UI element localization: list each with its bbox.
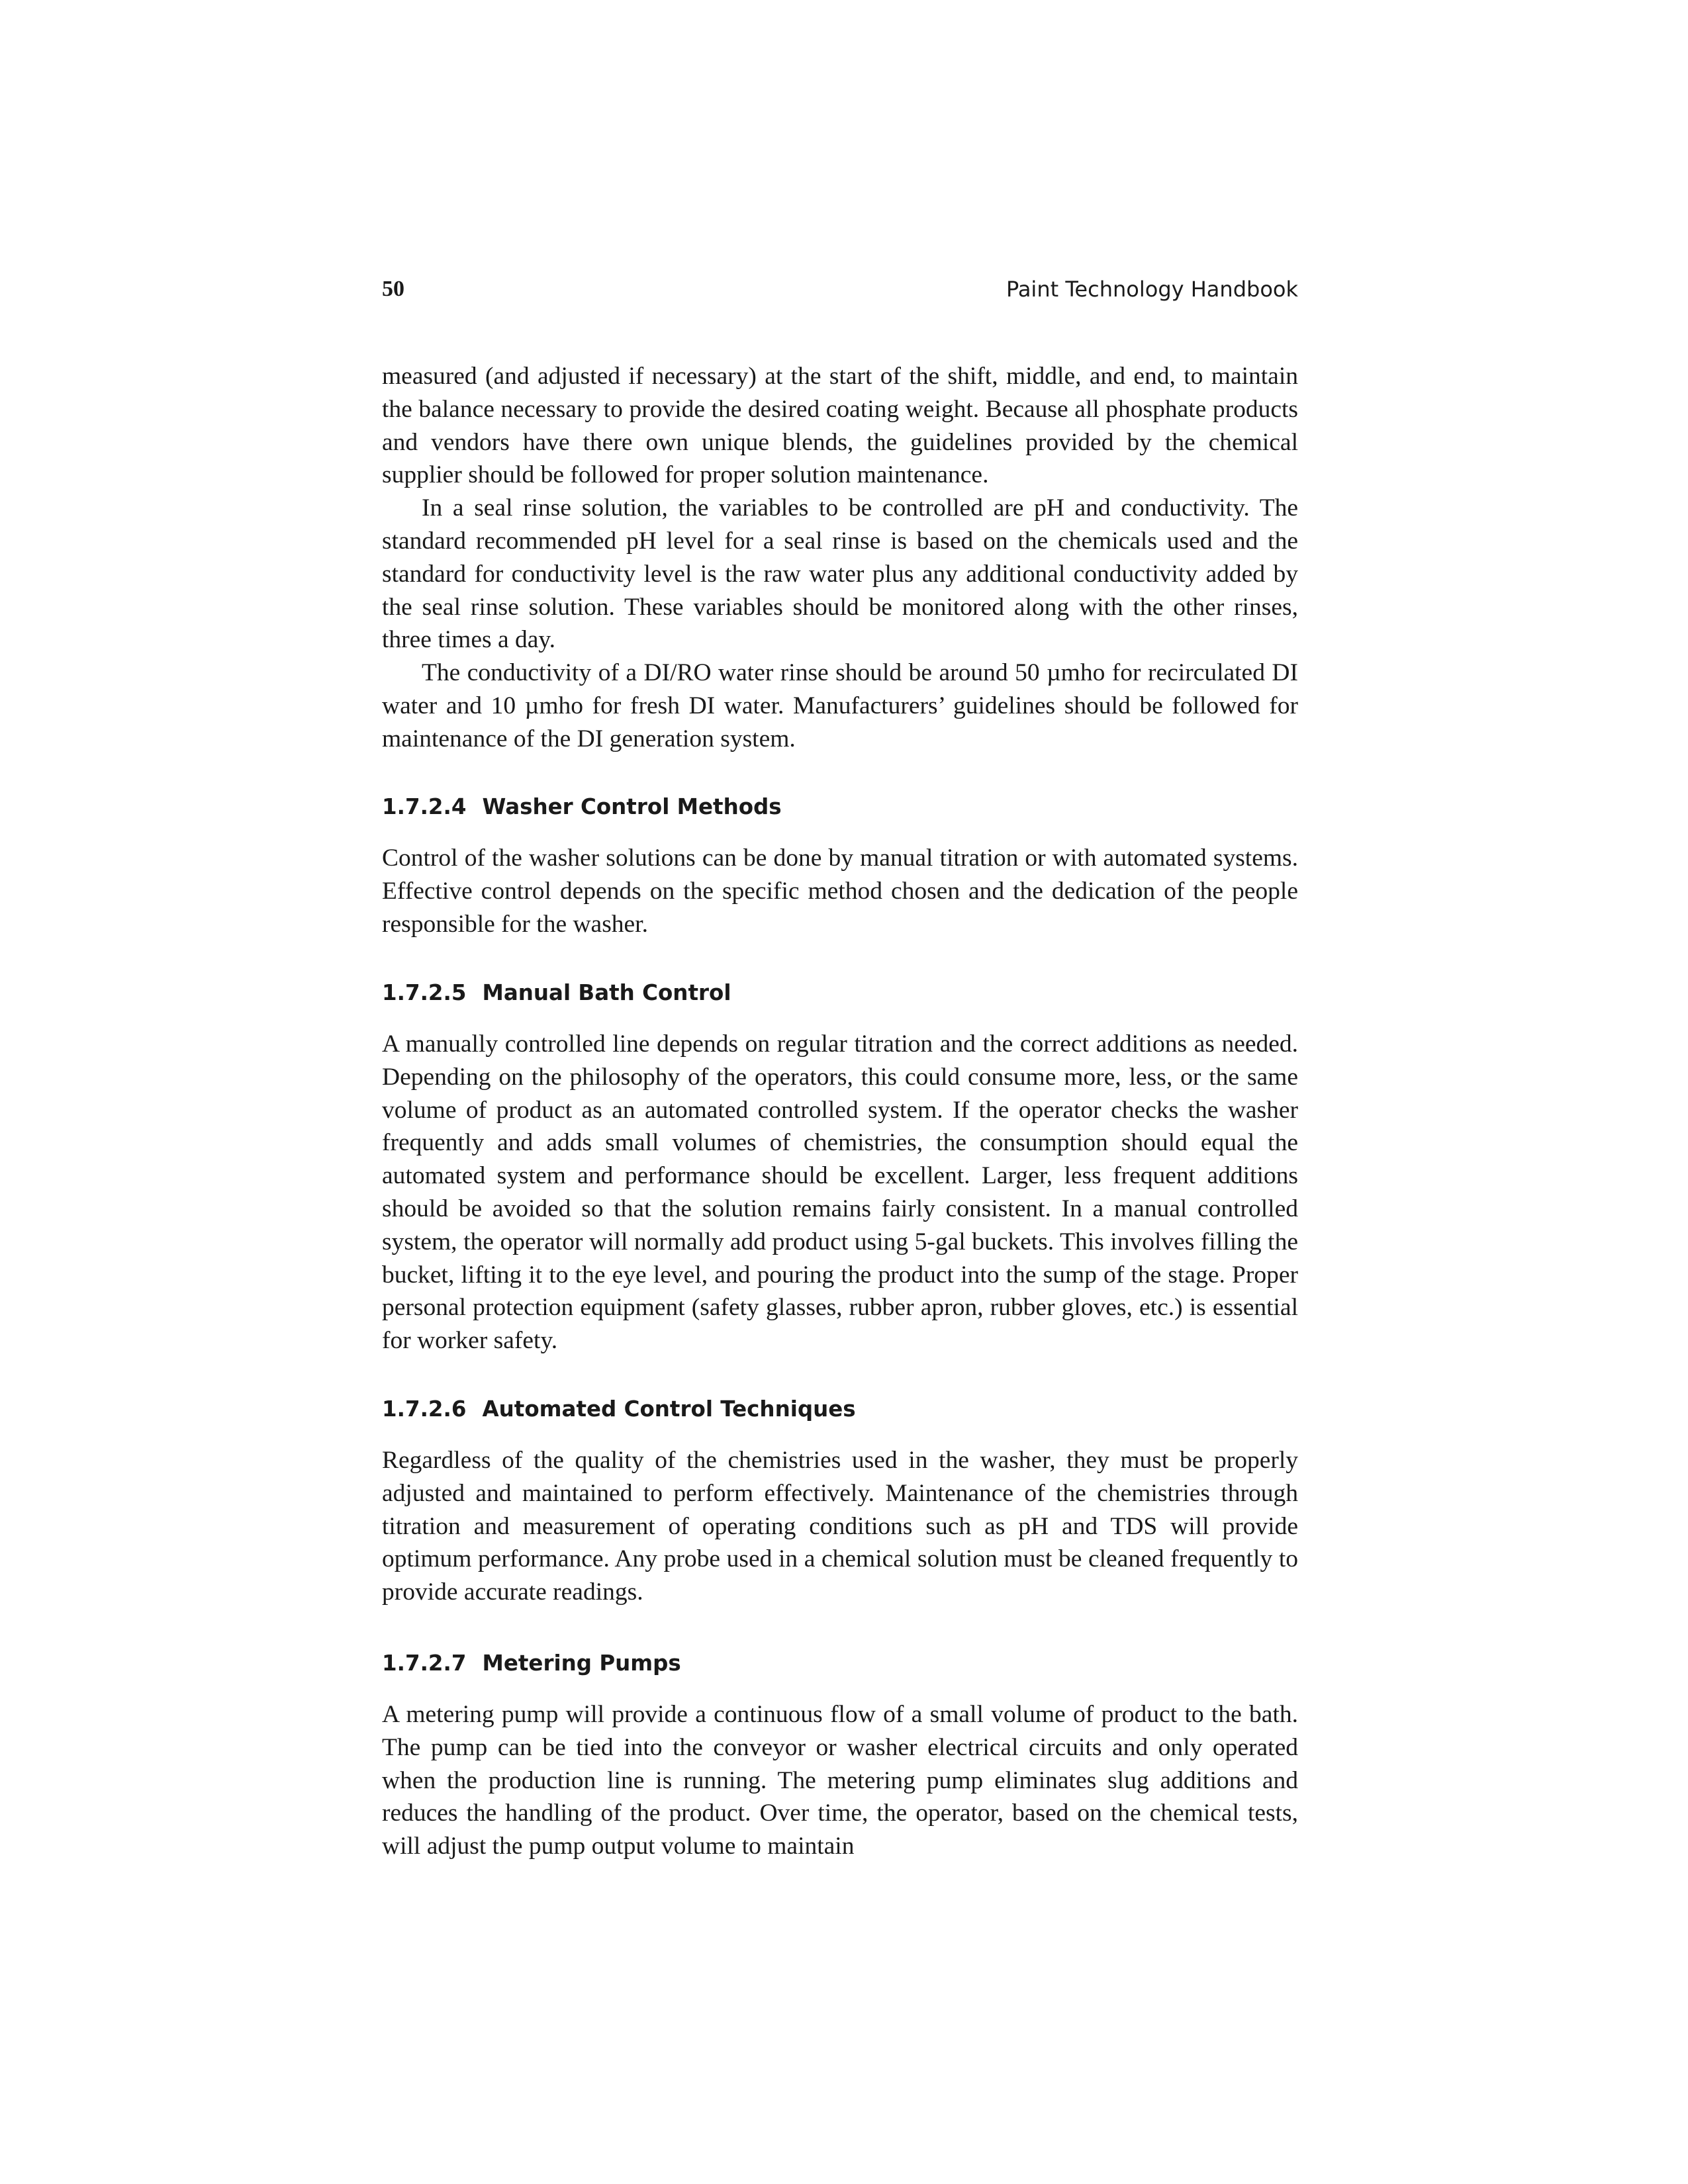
section-body-metering-pumps <box>382 1698 1298 1863</box>
paragraph: A metering pump will provide a continuous flow of a small volume of product to the bath. The pump can be tied into the conveyor or washer electrical circuits and only operated when the production line is running. The metering pump eliminates slug additions and reduces the handling of the product. Over time, the operator, based on the chemical tests, will adjust the pump output volume to maintain <box>382 1701 1298 1860</box>
running-header <box>382 277 1298 316</box>
paragraph: In a seal rinse solution, the variables to be controlled are pH and conductivity. The standard recommended pH level for a seal rinse is based on the chemicals used and the standard for conductivity level is the raw water plus any additional conductivity added by the seal rinse solution. These variables should be monitored along with the other rinses, three times a day. <box>382 494 1298 654</box>
page-number: 50 <box>382 277 404 301</box>
section-body-washer-control-methods <box>382 842 1298 940</box>
paragraph: Control of the washer solutions can be done by manual titration or with automated systems. Effective control depends on the specific method chosen and the dedication of the people responsible for the washer. <box>382 844 1298 938</box>
section-number: 1.7.2.5 <box>382 980 467 1005</box>
section-title: Automated Control Techniques <box>482 1396 856 1422</box>
section-number: 1.7.2.4 <box>382 794 467 819</box>
section-heading-automated-control-techniques <box>382 1396 1298 1422</box>
paragraph: The conductivity of a DI/RO water rinse should be around 50 µmho for recirculated DI water and 10 µmho for fresh DI water. Manufacturers’ guidelines should be followed for maintenance of the DI generation system. <box>382 659 1298 752</box>
section-heading-washer-control-methods <box>382 794 1298 819</box>
intro-text <box>382 360 1298 756</box>
paragraph: measured (and adjusted if necessary) at the start of the shift, middle, and end, to maintain the balance necessary to provide the desired coating weight. Because all phosphate products and vendors have there own unique blends, the guidelines provided by the chemical supplier should be followed for proper solution maintenance. <box>382 363 1298 489</box>
section-body-manual-bath-control <box>382 1028 1298 1357</box>
section-heading-metering-pumps <box>382 1651 1298 1676</box>
section-body-automated-control-techniques <box>382 1444 1298 1609</box>
section-title: Metering Pumps <box>482 1651 681 1676</box>
running-title: Paint Technology Handbook <box>1006 277 1298 302</box>
section-title: Washer Control Methods <box>482 794 782 819</box>
paragraph: A manually controlled line depends on regular titration and the correct additions as needed. Depending on the philosophy of the operators, this could consume more, less, or the same volume of product as an automated controlled system. If the operator checks the washer frequently and adds small volumes of chemistries, the consumption should equal the automated system and performance should be excellent. Larger, less frequent additions should be avoided so that the solution remains fairly consistent. In a manual controlled system, the operator will normally add product using 5-gal buckets. This involves filling the bucket, lifting it to the eye level, and pouring the product into the sump of the stage. Proper personal protection equipment (safety glasses, rubber apron, rubber gloves, etc.) is essential for worker safety. <box>382 1030 1298 1355</box>
section-number: 1.7.2.7 <box>382 1651 467 1676</box>
section-title: Manual Bath Control <box>482 980 731 1005</box>
paragraph: Regardless of the quality of the chemistries used in the washer, they must be properly adjusted and maintained to perform effectively. Maintenance of the chemistries through titration and measurement of operating conditions such as pH and TDS will provide optimum performance. Any probe used in a chemical solution must be cleaned frequently to provide accurate readings. <box>382 1447 1298 1606</box>
section-number: 1.7.2.6 <box>382 1396 467 1422</box>
section-heading-manual-bath-control <box>382 980 1298 1005</box>
